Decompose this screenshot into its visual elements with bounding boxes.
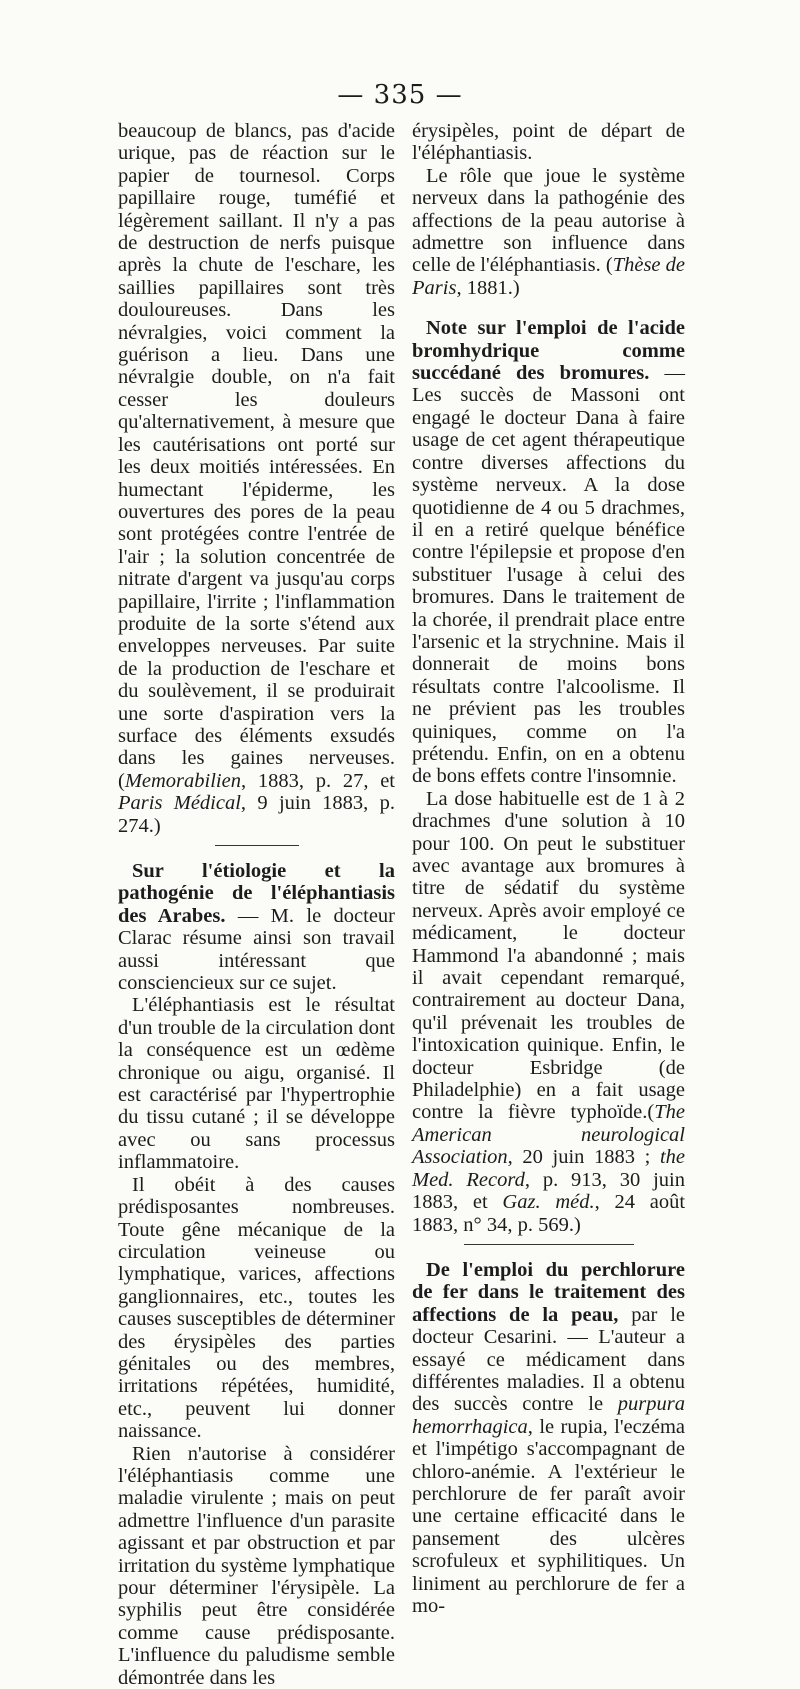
paragraph: Rien n'autorise à considérer l'éléphantiasis comme une maladie virulente ; mais on peut admettre l'influence d'un parasite agissant et par obstruction et par irritation du système lymphatique pour déterminer l'érysipèle. La syphilis peut être considérée comme cause prédisposante. L'influence du paludisme semble démontrée dans les [118, 1442, 395, 1689]
paragraph: L'éléphantiasis est le résultat d'un trouble de la circulation dont la conséquence est un œdème chronique ou aigu, organisé. Il est caractérisé par l'hypertrophie du tissu cutané ; il se développe avec ou sans processus inflammatoire. [118, 994, 395, 1174]
paragraph [118, 120, 395, 837]
paragraph: érysipèles, point de départ de l'éléphantiasis. [412, 120, 685, 165]
right-column [412, 120, 685, 1617]
paragraph-text: — M. le docteur Clarac résume ainsi son travail aussi intéressant que consciencieux sur ce sujet. [118, 904, 395, 995]
citation-journal: The American neurological Association [412, 1101, 685, 1169]
section-paragraph [118, 860, 395, 994]
section-divider [464, 1244, 634, 1245]
section-heading: De l'emploi du perchlorure de fer dans le traitement des affections de la peau, [412, 1258, 685, 1326]
italic-term: purpura hemorrhagica [412, 1393, 685, 1438]
section-heading: Note sur l'emploi de l'acide bromhydrique comme succédané des bromures. [412, 317, 685, 385]
citation-text: , p. 913, 30 juin 1883, et [412, 1168, 685, 1214]
section-paragraph [412, 317, 685, 788]
left-column [118, 120, 395, 1689]
paragraph-text: La dose habituelle est de 1 à 2 drachmes d'une solution à 10 pour 100. On peut le substituer avec avantage aux bromures à titre de sédatif du système nerveux. Après avoir employé ce médicament, le docteur Hammond l'a abandonné ; mais il avait cependant remarqué, contrairement au docteur Dana, qu'il prévenait les troubles de l'intoxication quinique. Enfin, le docteur Esbridge (de Philadelphie) en a fait usage contre la fièvre typhoïde. [412, 787, 685, 1124]
citation-open: ( [647, 1101, 655, 1124]
citation-journal: Memorabilien [124, 769, 241, 792]
paragraph-text: beaucoup de blancs, pas d'acide urique, pas de réaction sur le papier de tournesol. Corps papillaire rouge, tuméfié et légèrement saillant. Il n'y a pas de destruction de nerfs puisque après la chute de l'eschare, les saillies papillaires sont très douloureuses. Dans les névralgies, voici comment la guérison a lieu. Dans une névralgie double, on n'a fait cesser les douleurs qu'alternativement, à mesure que les cautérisations ont porté sur les deux moitiés intéressées. En humectant l'épiderme, les ouvertures des pores de la peau sont protégées contre l'entrée de l'air ; la solution concentrée de nitrate d'argent va jusqu'au corps papillaire, l'irrite ; l'inflammation produite de la sorte s'étend aux enveloppes nerveuses. Par suite de la production de l'eschare et du soulèvement, il se produirait une sorte d'aspiration vers la surface des éléments exsudés dans les gaines nerveuses. [118, 120, 395, 770]
paragraph-text: par le docteur Cesarini. — L'auteur a essayé ce médicament dans différentes maladies. Il a obtenu des succès contre le [412, 1303, 685, 1416]
citation-text: , 20 juin 1883 ; [507, 1146, 660, 1169]
paragraph [412, 788, 685, 1236]
paragraph-text: , le rupia, l'eczéma et l'impétigo s'accompagnant de chloro-anémie. A l'extérieur le perchlorure de fer paraît avoir une certaine efficacité dans le pansement des ulcères scrofuleux et syphilitiques. Un liniment au perchlorure de fer a mo- [412, 1415, 685, 1617]
citation-journal: Paris Médical [118, 792, 241, 815]
citation-text: , 24 août 1883, n° 34, p. 569.) [412, 1191, 686, 1236]
paragraph: Il obéit à des causes prédisposantes nombreuses. Toute gêne mécanique de la circulation veineuse ou lymphatique, varices, affections ganglionnaires, etc., toutes les causes susceptibles de déterminer des érysipèles des parties génitales ou des membres, irritations répétées, humidité, etc., peuvent lui donner naissance. [118, 1173, 395, 1443]
section-paragraph [412, 1259, 685, 1618]
page-number: — 335 — [337, 80, 463, 110]
citation-text: , 1881.) [456, 276, 520, 299]
section-gap [412, 299, 685, 317]
citation-open: ( [118, 769, 125, 792]
citation-journal: the Med. Record [412, 1146, 685, 1191]
citation-text: , 1883, p. 27, et [240, 769, 395, 792]
citation-text: , 9 juin 1883, p. 274.) [118, 792, 395, 837]
section-divider [215, 845, 299, 846]
section-heading: Sur l'étiologie et la pathogénie de l'éléphantiasis des Arabes. [118, 860, 395, 927]
citation-title: Thèse de Paris [412, 254, 685, 299]
paragraph-text: — Les succès de Massoni ont engagé le docteur Dana à faire usage de cet agent thérapeutique contre diverses affections du système nerveux. A la dose quotidienne de 4 ou 5 drachmes, il en a retiré quelque bénéfice contre l'épilepsie et propose d'en substituer l'usage à celui des bromures. Dans le traitement de la chorée, il prendrait place entre l'arsenic et la strychnine. Mais il donnerait de moins bons résultats contre l'alcoolisme. Il ne prévient pas les troubles quiniques, comme on l'a prétendu. Enfin, on en a obtenu de bons effets contre l'insomnie. [412, 362, 686, 788]
citation-journal: Gaz. méd. [502, 1191, 595, 1214]
citation-open: ( [600, 254, 613, 277]
paragraph-text: Le rôle que joue le système nerveux dans la pathogénie des affections de la peau autorise à admettre son influence dans celle de l'éléphantiasis. [412, 164, 685, 277]
paragraph [412, 165, 685, 299]
